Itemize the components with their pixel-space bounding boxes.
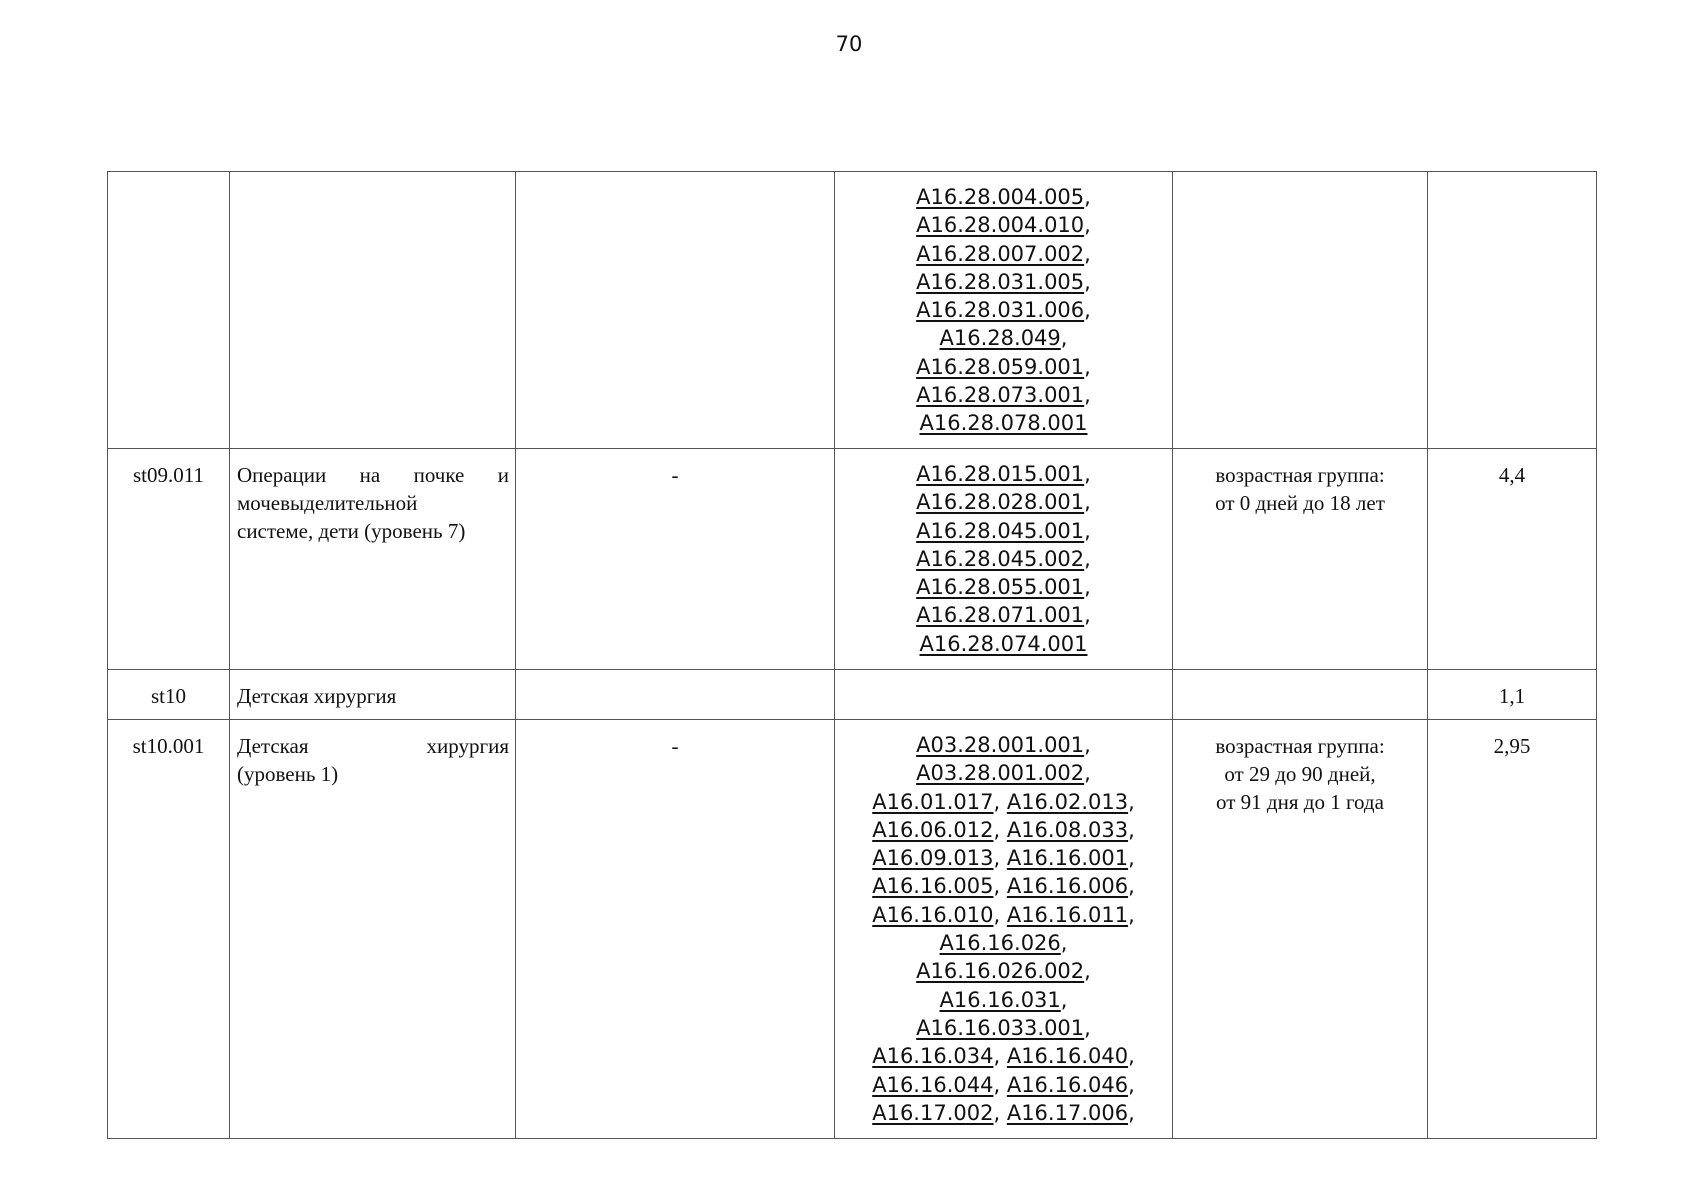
separator: ,: [1084, 546, 1091, 571]
service-line: [843, 517, 1164, 545]
cell-code: st10.001: [108, 720, 230, 1139]
cell-name: [230, 172, 516, 449]
name-line: системе, дети (уровень 7): [237, 519, 466, 543]
service-code-link[interactable]: A16.16.040: [1006, 1044, 1129, 1069]
service-code-link[interactable]: A16.28.004.005: [916, 185, 1085, 209]
separator: ,: [993, 902, 1007, 927]
cell-services: [835, 670, 1173, 720]
name-word: хирургия: [426, 734, 509, 758]
service-code-link[interactable]: A16.16.046: [1006, 1072, 1129, 1097]
name-line: мочевыделительной: [237, 491, 418, 515]
table-row: [108, 172, 1597, 449]
separator: ,: [993, 1072, 1007, 1097]
separator: ,: [1084, 603, 1091, 628]
cell-coefficient: 1,1: [1428, 670, 1597, 720]
cell-dash: [516, 172, 835, 449]
service-code-link[interactable]: A16.02.013: [1006, 789, 1129, 814]
service-code-link[interactable]: A16.17.002: [872, 1100, 994, 1125]
service-code-link[interactable]: A16.16.026.002: [916, 959, 1085, 984]
cell-condition: [1173, 172, 1428, 449]
separator: ,: [1084, 213, 1091, 238]
name-line: Детская хирургия: [237, 684, 397, 708]
service-code-link[interactable]: A16.16.006: [1006, 874, 1129, 899]
service-code-link[interactable]: A16.01.017: [872, 789, 994, 814]
separator: ,: [1128, 1044, 1135, 1069]
service-code-link[interactable]: A16.28.073.001: [916, 383, 1085, 408]
service-line: [843, 816, 1164, 844]
service-line: [843, 844, 1164, 872]
service-line: [843, 488, 1164, 516]
cell-code: [108, 172, 230, 449]
service-code-link[interactable]: A16.16.044: [872, 1072, 994, 1097]
service-line: [843, 296, 1164, 324]
service-line: [843, 211, 1164, 239]
service-line: [843, 324, 1164, 352]
cell-name: [230, 449, 516, 670]
service-code-link[interactable]: A16.28.045.002: [916, 546, 1085, 571]
separator: ,: [1084, 733, 1091, 757]
service-code-link[interactable]: A16.16.026: [939, 931, 1061, 956]
separator: ,: [1084, 298, 1091, 323]
service-code-link[interactable]: A16.17.006: [1006, 1100, 1129, 1125]
service-code-link[interactable]: A03.28.001.002: [916, 761, 1085, 786]
separator: ,: [1084, 241, 1091, 266]
tariff-table: [107, 171, 1597, 1139]
cell-coefficient: 4,4: [1428, 449, 1597, 670]
separator: ,: [993, 789, 1007, 814]
separator: ,: [1084, 383, 1091, 408]
service-code-link[interactable]: A16.16.011: [1006, 902, 1129, 927]
separator: ,: [1060, 326, 1068, 351]
service-line: [843, 573, 1164, 601]
name-word: почке: [413, 463, 465, 487]
cell-name: [230, 670, 516, 720]
service-line: [843, 1099, 1164, 1127]
service-code-link[interactable]: A16.16.031: [939, 987, 1061, 1012]
service-code-link[interactable]: A16.28.059.001: [916, 354, 1085, 379]
separator: ,: [1084, 354, 1091, 379]
separator: ,: [1084, 1015, 1091, 1040]
name-line: [237, 461, 509, 489]
condition-line: от 91 дня до 1 года: [1216, 790, 1384, 814]
separator: ,: [993, 874, 1007, 899]
service-code-link[interactable]: A16.16.005: [872, 874, 994, 899]
separator: ,: [1128, 817, 1135, 842]
service-code-link[interactable]: A16.28.004.010: [916, 213, 1085, 238]
separator: ,: [1128, 902, 1135, 927]
cell-coefficient: 2,95: [1428, 720, 1597, 1139]
page-number: 70: [835, 32, 863, 56]
service-code-link[interactable]: A16.28.071.001: [916, 603, 1085, 628]
separator: ,: [1084, 575, 1091, 600]
separator: ,: [1084, 959, 1091, 984]
separator: ,: [1128, 1100, 1135, 1125]
table-body: [108, 172, 1597, 1139]
service-code-link[interactable]: A16.28.028.001: [916, 490, 1085, 515]
separator: ,: [1128, 789, 1135, 814]
cell-dash: -: [516, 720, 835, 1139]
cell-dash: -: [516, 449, 835, 670]
service-code-link[interactable]: A16.08.033: [1006, 817, 1129, 842]
service-code-link[interactable]: A16.28.015.001: [916, 462, 1085, 486]
name-line: [237, 732, 509, 760]
cell-condition: [1173, 670, 1428, 720]
condition-line: от 0 дней до 18 лет: [1215, 491, 1385, 515]
table-row: [108, 449, 1597, 670]
service-line: [843, 183, 1164, 211]
separator: ,: [1084, 269, 1091, 294]
service-line: [843, 901, 1164, 929]
service-code-link[interactable]: A16.16.034: [872, 1044, 994, 1069]
condition-line: возрастная группа:: [1215, 463, 1385, 487]
service-line: [843, 268, 1164, 296]
separator: ,: [993, 846, 1007, 871]
service-line: [843, 872, 1164, 900]
cell-coefficient: [1428, 172, 1597, 449]
separator: ,: [1128, 846, 1135, 871]
separator: ,: [993, 1100, 1007, 1125]
condition-line: от 29 до 90 дней,: [1224, 762, 1376, 786]
cell-code: st09.011: [108, 449, 230, 670]
cell-code: st10: [108, 670, 230, 720]
separator: ,: [1128, 1072, 1135, 1097]
service-line: [843, 929, 1164, 957]
cell-services: [835, 172, 1173, 449]
table-row: [108, 670, 1597, 720]
service-code-link[interactable]: A03.28.001.001: [916, 733, 1085, 757]
separator: ,: [993, 817, 1007, 842]
separator: ,: [1084, 761, 1091, 786]
cell-dash: [516, 670, 835, 720]
service-line: [843, 957, 1164, 985]
service-line: [843, 381, 1164, 409]
service-line: [843, 731, 1164, 759]
service-line: [843, 545, 1164, 573]
name-word: и: [497, 463, 509, 487]
separator: ,: [1060, 931, 1068, 956]
service-line: [843, 630, 1164, 658]
name-line: (уровень 1): [237, 762, 339, 786]
name-word: Детская: [237, 734, 309, 758]
service-line: [843, 986, 1164, 1014]
separator: ,: [1128, 874, 1135, 899]
cell-name: [230, 720, 516, 1139]
separator: ,: [1084, 518, 1091, 543]
service-code-link[interactable]: A16.28.078.001: [919, 411, 1088, 436]
service-code-link[interactable]: A16.06.012: [872, 817, 994, 842]
service-line: [843, 1042, 1164, 1070]
name-word: Операции: [237, 463, 327, 487]
service-code-link[interactable]: A16.16.033.001: [916, 1015, 1085, 1040]
cell-condition: [1173, 720, 1428, 1139]
service-code-link[interactable]: A16.28.055.001: [916, 575, 1085, 600]
service-line: [843, 1071, 1164, 1099]
cell-services: [835, 720, 1173, 1139]
condition-line: возрастная группа:: [1215, 734, 1385, 758]
service-line: [843, 788, 1164, 816]
service-code-link[interactable]: A16.28.045.001: [916, 518, 1085, 543]
service-line: [843, 759, 1164, 787]
table-row: [108, 720, 1597, 1139]
separator: ,: [1084, 185, 1091, 209]
separator: ,: [1084, 490, 1091, 515]
service-line: [843, 1014, 1164, 1042]
service-code-link[interactable]: A16.28.007.002: [916, 241, 1085, 266]
separator: ,: [993, 1044, 1007, 1069]
cell-condition: [1173, 449, 1428, 670]
service-code-link[interactable]: A16.16.010: [872, 902, 994, 927]
service-code-link[interactable]: A16.28.031.005: [916, 269, 1085, 294]
service-code-link[interactable]: A16.16.001: [1006, 846, 1129, 871]
service-code-link[interactable]: A16.09.013: [872, 846, 994, 871]
service-line: [843, 460, 1164, 488]
cell-services: [835, 449, 1173, 670]
service-line: [843, 353, 1164, 381]
service-code-link[interactable]: A16.28.031.006: [916, 298, 1085, 323]
separator: ,: [1084, 462, 1091, 486]
separator: ,: [1060, 987, 1068, 1012]
name-word: на: [359, 463, 381, 487]
service-line: [843, 240, 1164, 268]
service-code-link[interactable]: A16.28.049: [939, 326, 1061, 351]
service-code-link[interactable]: A16.28.074.001: [919, 631, 1088, 656]
service-line: [843, 409, 1164, 437]
service-line: [843, 601, 1164, 629]
